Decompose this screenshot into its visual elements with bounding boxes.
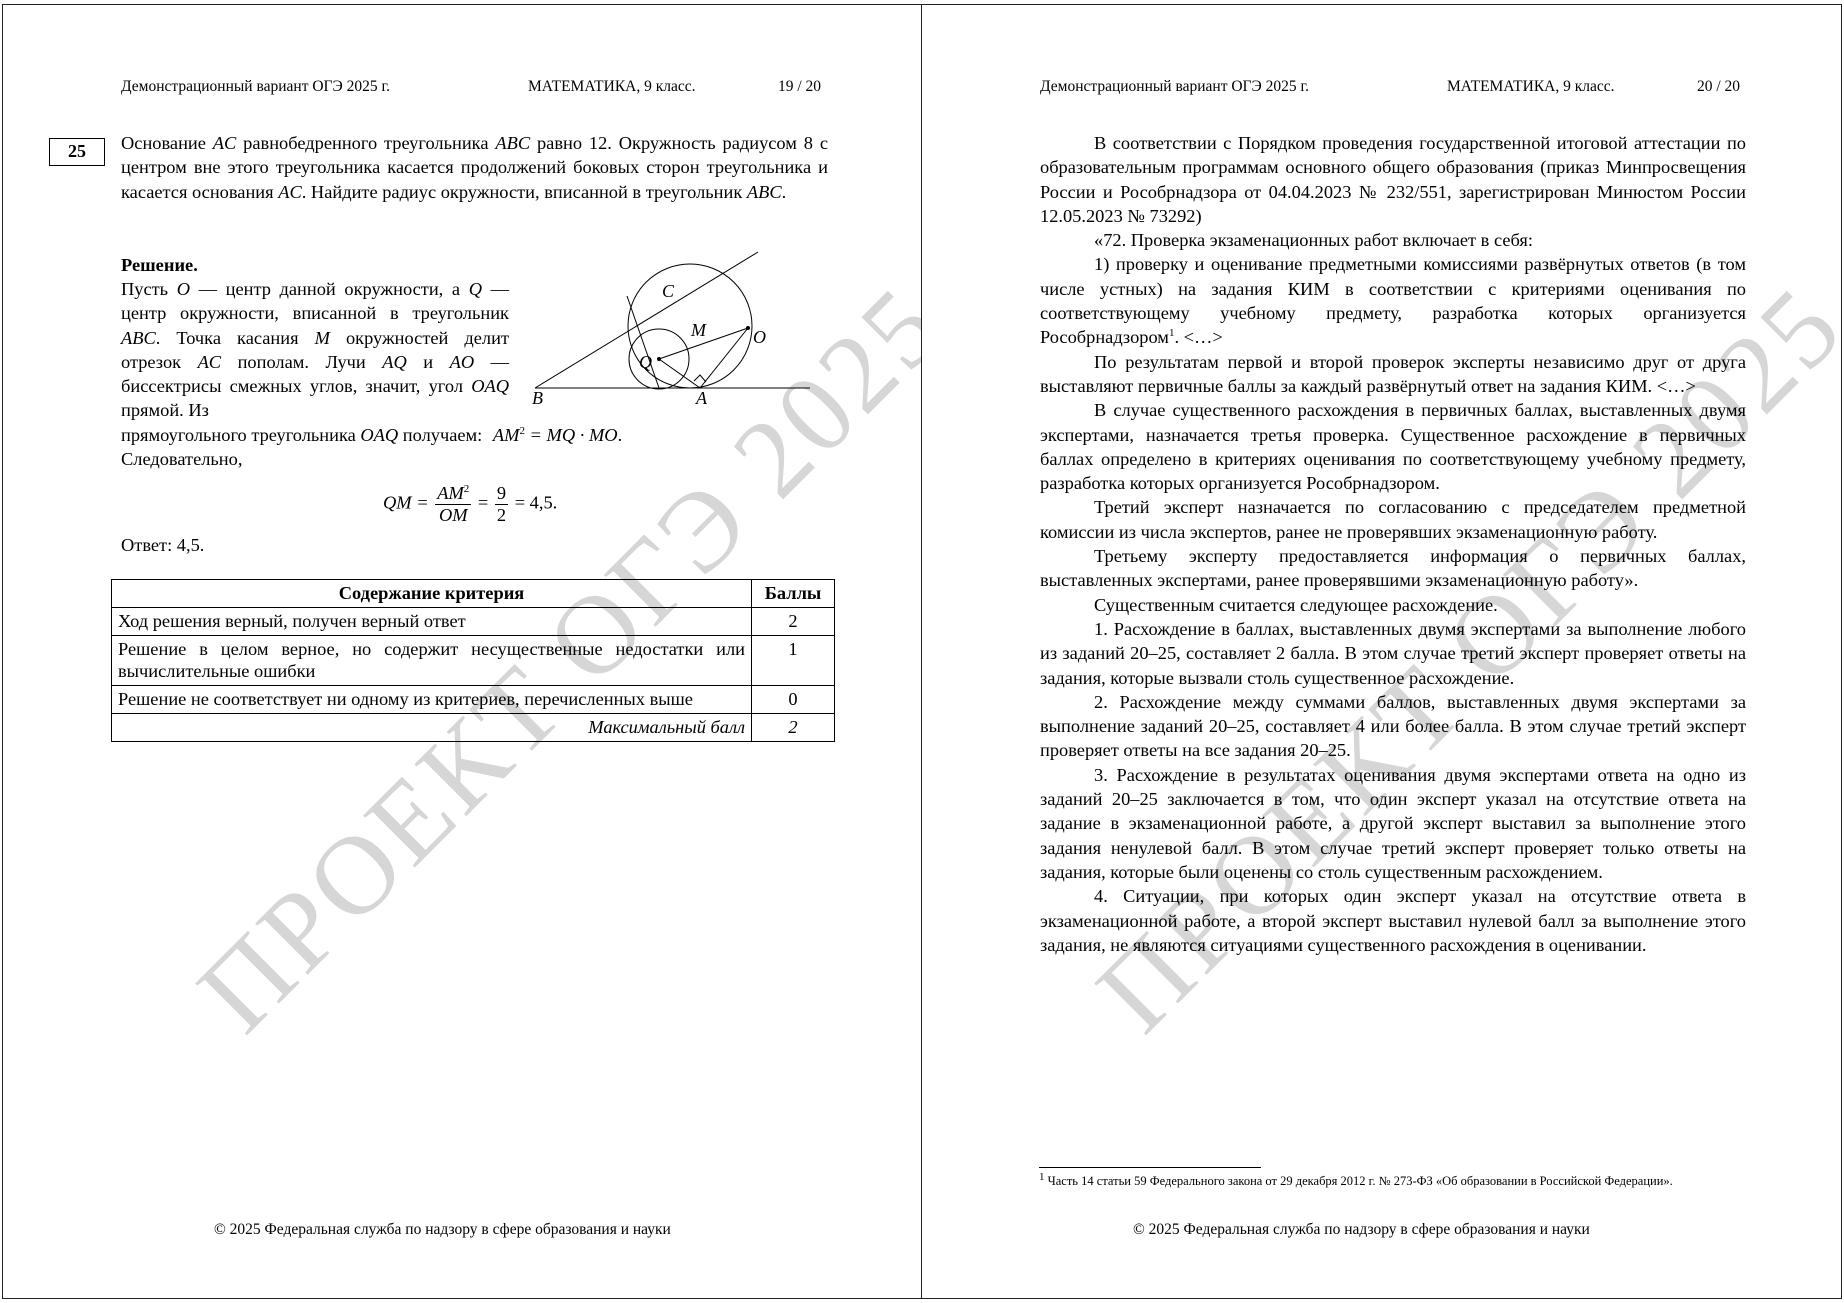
label-m: M: [691, 320, 706, 340]
right-angle-mark: [694, 375, 706, 382]
header-page-number: 20 / 20: [1697, 78, 1741, 95]
paragraph: По результатам первой и второй проверок эксперты независимо друг от друга выставляют первичные баллы за каждый развёрнутый ответ на задания КИМ. <…>: [1040, 351, 1746, 396]
paragraph: Существенным считается следующее расхождение.: [1094, 594, 1498, 615]
table-row: [112, 608, 835, 636]
task-number-box: 25: [49, 138, 105, 166]
point-q: [657, 357, 661, 361]
criterion-text: Решение в целом верное, но содержит несущественные недостатки или вычислительные ошибки: [112, 636, 752, 686]
header-subject: МАТЕМАТИКА, 9 класс.: [1447, 78, 1615, 95]
label-q: Q: [639, 352, 652, 372]
label-o: O: [753, 327, 766, 347]
paragraph: Третьему эксперту предоставляется информация о первичных баллах, выставленных экспертами, ранее проверявшими экзаменационную работу».: [1040, 546, 1746, 591]
criterion-text: Ход решения верный, получен верный ответ: [112, 608, 752, 636]
solution-paragraph-2: прямоугольного треугольника OAQ получаем: $AM^2$ = MQ · MO. Следовательно,: [121, 423, 828, 472]
page-footer: © 2025 Федеральная служба по надзору в сфере образования и науки: [1133, 1221, 1590, 1238]
header-page-number: 19 / 20: [778, 78, 822, 95]
side-ca: [627, 296, 659, 388]
solution-paragraph-1: Пусть O — центр данной окружности, а Q — центр окружности, вписанной в треугольник ABC. Точка касания M окружностей делит отрезок AC пополам. Лучи AQ и AO — биссектрисы смежных углов, значит, угол OAQ прямой. Из: [121, 279, 509, 421]
paragraph: 2. Расхождение между суммами баллов, выставленных двумя экспертами за выполнение заданий 20–25, составляет 4 или более балла. В этом случае третий эксперт проверяет ответы на все задания 20–25.: [1040, 691, 1746, 761]
answer: Ответ: 4,5.: [121, 535, 205, 555]
criterion-text: Решение не соответствует ни одному из критериев, перечисленных выше: [112, 686, 752, 714]
label-b: B: [532, 388, 543, 405]
criteria-header-content: Содержание критерия: [112, 580, 752, 608]
solution-heading: Решение.: [121, 255, 198, 275]
criterion-points: 2: [752, 608, 835, 636]
paragraph: «72. Проверка экзаменационных работ включает в себя:: [1094, 230, 1533, 251]
segment-ao: [700, 328, 748, 388]
page-20: [921, 4, 1842, 1299]
criterion-points: 0: [752, 686, 835, 714]
geometry-figure: [528, 245, 818, 405]
formula-am-squared: $AM^2$ = MQ · MO.: [492, 424, 623, 445]
label-a: A: [696, 388, 707, 405]
header-exam-title: Демонстрационный вариант ОГЭ 2025 г.: [121, 78, 390, 95]
header-exam-title: Демонстрационный вариант ОГЭ 2025 г.: [1040, 78, 1309, 95]
max-score-label: Максимальный балл: [112, 714, 752, 742]
regulation-text: [1040, 131, 1746, 957]
paragraph: 3. Расхождение в результатах оценивания двумя экспертами ответа на одно из заданий 20–25 заключается в том, что один эксперт указал на отсутствие ответа на задание в экзаменационной работе, а другой эксперт выставил за выполнение этого задания ненулевой балл. В этом случае третий эксперт проверяет только ответы на задания, которые были оценены со столь существенным расхождением.: [1040, 764, 1746, 882]
point-o: [746, 326, 750, 330]
footnote-separator: [1039, 1167, 1261, 1168]
paragraph: 1. Расхождение в баллах, выставленных двумя экспертами за выполнение любого из заданий 20–25, составляет 2 балла. В этом случае третий эксперт проверяет ответы на задания, которые вызвали столь существенное расхождение.: [1040, 618, 1746, 688]
segment-qa: [659, 359, 700, 388]
paragraph: В соответствии с Порядком проведения государственной итоговой аттестации по образовательным программам основного общего образования (приказ Минпросвещения России и Рособрнадзора от 04.04.2023 № 232/551, зарегистрирован Минюстом России 12.05.2023 № 73292): [1040, 133, 1746, 226]
solution-title: [121, 253, 198, 277]
max-score-value: 2: [752, 714, 835, 742]
page-footer: © 2025 Федеральная служба по надзору в сфере образования и науки: [214, 1221, 671, 1238]
therefore-text: Следовательно,: [121, 449, 243, 470]
max-score-row: [112, 714, 835, 742]
paragraph: Третий эксперт назначается по согласованию с председателем предметной комиссии из числа экспертов, ранее не проверявших экзаменационную работу.: [1040, 497, 1746, 542]
criterion-points: 1: [752, 636, 835, 686]
footnote: $^1$ Часть 14 статьи 59 Федерального закона от 29 декабря 2012 г. № 273-ФЗ «Об образовании в Российской Федерации».: [1039, 1170, 1673, 1188]
criteria-header-row: [112, 580, 835, 608]
table-row: [112, 686, 835, 714]
table-row: [112, 636, 835, 686]
formula-qm: QM = $\frac{AM^2}{OM}$ = $\frac{9}{2}$ = 4,5.: [383, 482, 558, 525]
criteria-header-points: Баллы: [752, 580, 835, 608]
task-text: Основание AC равнобедренного треугольника ABC равно 12. Окружность радиусом 8 с центром вне этого треугольника касается продолжений боковых сторон треугольника и касается основания AC. Найдите радиус окружности, вписанной в треугольник ABC.: [121, 133, 828, 202]
label-c: C: [662, 281, 675, 301]
page-19: [2, 4, 923, 1299]
paragraph: 1) проверку и оценивание предметными комиссиями развёрнутых ответов (в том числе устных) на задания КИМ в соответствии с критериями оценивания по соответствующему учебному предмету, разработка которых организуется Рособрнадзором$^1$. <…>: [1040, 254, 1746, 348]
header-subject: МАТЕМАТИКА, 9 класс.: [528, 78, 696, 95]
paragraph: 4. Ситуации, при которых один эксперт указал на отсутствие ответа в экзаменационной работе, а второй эксперт выставил нулевой балл за выполнение этого задания, не являются ситуациями существенного расхождения в оценивании.: [1040, 886, 1746, 955]
criteria-table: [111, 579, 835, 742]
paragraph: В случае существенного расхождения в первичных баллах, выставленных двумя экспертами, назначается третья проверка. Существенное расхождение в первичных баллах определено в критериях оценивания по соответствующему учебному предмету, разработка которых организуется Рособрнадзором.: [1040, 400, 1746, 494]
